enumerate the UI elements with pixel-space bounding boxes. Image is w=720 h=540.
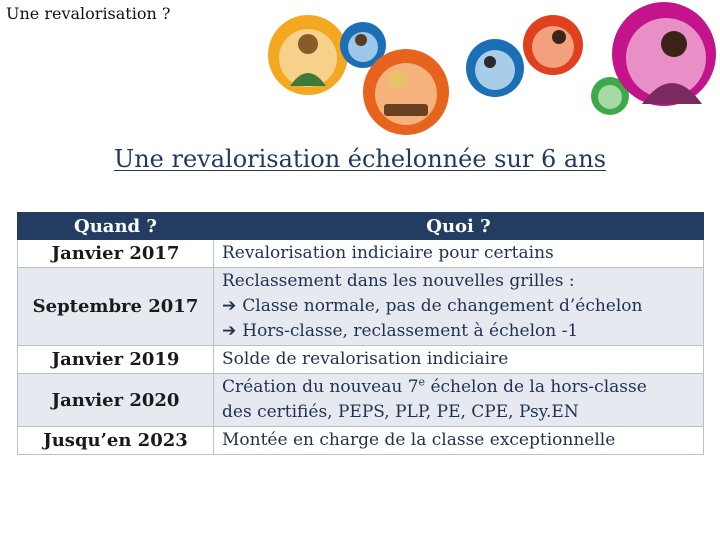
row-when: Janvier 2020 <box>18 374 214 427</box>
table-row <box>18 268 704 346</box>
row-what <box>214 374 704 427</box>
row-when: Janvier 2017 <box>18 240 214 268</box>
row-what-line: Reclassement dans les nouvelles grilles : <box>222 271 575 291</box>
superscript: e <box>418 375 426 389</box>
schedule-table <box>17 212 704 455</box>
column-header-when: Quand ? <box>18 213 214 240</box>
row-what <box>214 268 704 346</box>
row-what-bullet <box>222 319 699 344</box>
row-what-line: Hors-classe, reclassement à échelon -1 <box>242 321 579 341</box>
table-header-row <box>18 213 704 240</box>
row-what-line: Classe normale, pas de changement d’échelon <box>242 296 643 316</box>
column-header-what: Quoi ? <box>214 213 704 240</box>
table-row <box>18 427 704 455</box>
row-when: Septembre 2017 <box>18 268 214 346</box>
table-row <box>18 240 704 268</box>
arrow-right-icon: ➔ <box>222 296 237 316</box>
row-when: Janvier 2019 <box>18 346 214 374</box>
table-row <box>18 374 704 427</box>
row-what-bullet <box>222 294 699 319</box>
photo-banner <box>262 0 720 135</box>
table-row <box>18 346 704 374</box>
row-what: Revalorisation indiciaire pour certains <box>214 240 704 268</box>
row-what: Montée en charge de la classe exceptionnelle <box>214 427 704 455</box>
row-what-line: des certifiés, PEPS, PLP, PE, CPE, Psy.EN <box>222 402 579 422</box>
row-what: Solde de revalorisation indiciaire <box>214 346 704 374</box>
page-title: Une revalorisation échelonnée sur 6 ans <box>113 145 607 173</box>
header-title: Une revalorisation ? <box>6 4 171 23</box>
row-when: Jusqu’en 2023 <box>18 427 214 455</box>
row-what-line: Création du nouveau 7e échelon de la hors-classe <box>222 375 647 397</box>
arrow-right-icon: ➔ <box>222 321 237 341</box>
